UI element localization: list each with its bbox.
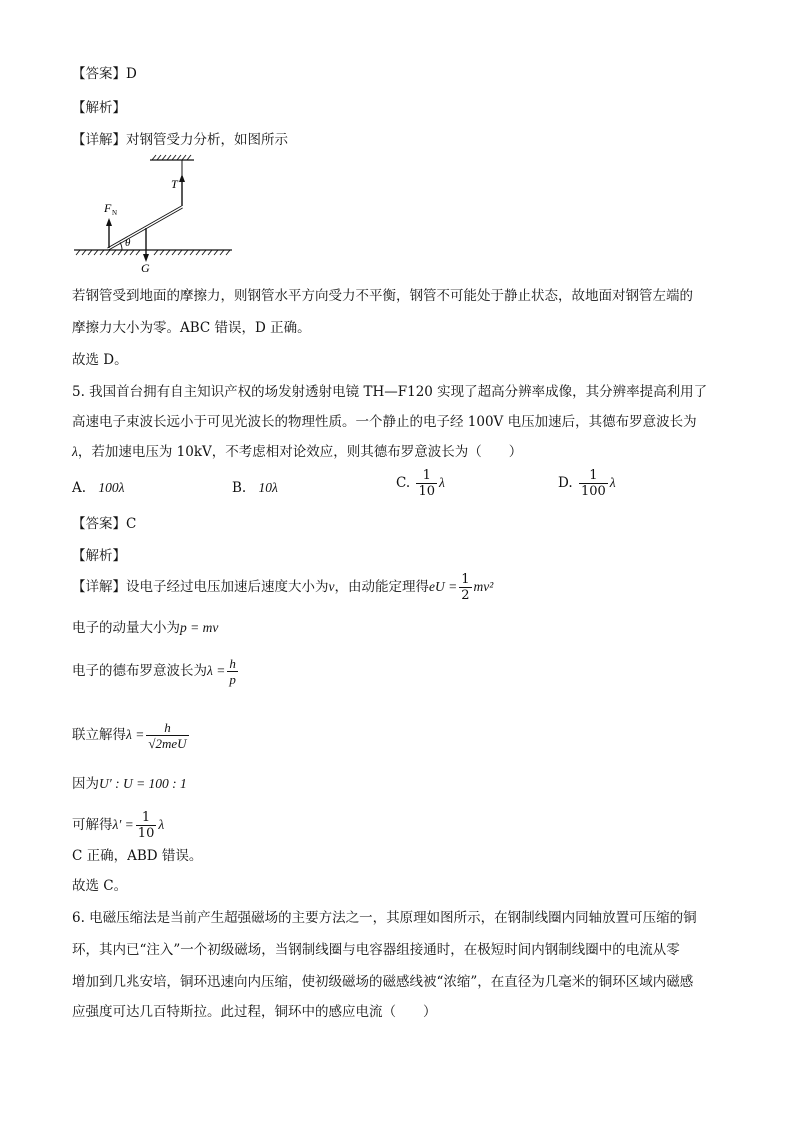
normal-force-arrowhead bbox=[106, 218, 112, 226]
q5-stem-line2: 高速电子束波长远小于可见光波长的物理性质。一个静止的电子经 100V 电压加速后，其德布罗意波长为 bbox=[72, 414, 697, 430]
option-c-label: C. bbox=[396, 475, 411, 491]
option-a-label: A. bbox=[72, 480, 87, 496]
detail-tag: 【详解】 bbox=[72, 132, 126, 148]
angle-arc bbox=[120, 243, 122, 251]
q4-reason-line2: 摩擦力大小为零。ABC 错误，D 正确。 bbox=[72, 320, 311, 336]
q5-detail-line5: 因为U′ : U = 100 : 1 bbox=[72, 776, 187, 792]
option-a[interactable] bbox=[72, 478, 124, 498]
q4-reason-line1: 若钢管受到地面的摩擦力，则钢管水平方向受力不平衡，钢管不可能处于静止状态，故地面对钢管左端的 bbox=[72, 288, 693, 304]
q5-detail-line6: 可解得λ′ = $\frac{1}{10}$ λ bbox=[72, 810, 165, 841]
h-over-sqrt-fraction: $\frac{h}{\text{√2meU}}$ bbox=[148, 720, 187, 751]
q4-detail-line bbox=[72, 130, 288, 150]
label-FN: F bbox=[104, 201, 112, 215]
label-FN-sub: N bbox=[112, 209, 118, 217]
q5-detail-line4: 联立解得λ = $\frac{h}{\text{√2meU}}$ bbox=[72, 720, 187, 751]
q5-answer-line bbox=[72, 514, 136, 534]
ceiling-hatch bbox=[152, 155, 191, 160]
answer-tag: 【答案】 bbox=[72, 516, 126, 532]
q6-stem-line3: 增加到几兆安培，铜环迅速向内压缩，使初级磁场的磁感线被“浓缩”，在直径为几毫米的铜环区域内磁感 bbox=[72, 974, 694, 990]
q6-stem-line2: 环，其内已“注入”一个初级磁场，当钢制线圈与电容器组接通时，在极短时间内钢制线圈中的电流从零 bbox=[72, 942, 680, 958]
label-G: G bbox=[141, 261, 150, 272]
tension-arrowhead bbox=[179, 174, 185, 182]
one-tenth-fraction: $\frac{1}{10}$ bbox=[137, 810, 155, 841]
q5-detail-line1: 【详解】设电子经过电压加速后速度大小为v，由动能定理得eU = $\frac{1}{2}$ mv² bbox=[72, 572, 494, 603]
lambda-symbol: λ bbox=[72, 444, 78, 459]
detail-intro: 对钢管受力分析，如图所示 bbox=[126, 132, 288, 148]
q5-conclusion: 故选 C。 bbox=[72, 878, 128, 894]
label-theta: θ bbox=[125, 237, 131, 249]
q5-analysis-tag: 【解析】 bbox=[72, 548, 126, 564]
answer-value: D bbox=[126, 66, 137, 82]
option-c-fraction: $\frac{1}{10}$ bbox=[418, 468, 435, 499]
half-fraction: $\frac{1}{2}$ bbox=[461, 572, 470, 603]
q5-detail-line3: 电子的德布罗意波长为λ = $\frac{h}{p}$ bbox=[72, 656, 236, 687]
option-b-label: B. bbox=[232, 480, 247, 496]
option-a-value: 100λ bbox=[98, 480, 125, 495]
q5-detail-line7: C 正确，ABD 错误。 bbox=[72, 848, 203, 864]
q4-conclusion: 故选 D。 bbox=[72, 352, 128, 368]
answer-tag: 【答案】 bbox=[72, 66, 126, 82]
q6-stem-line1: 6. 电磁压缩法是当前产生超强磁场的主要方法之一，其原理如图所示，在钢制线圈内同轴放置可压缩的铜 bbox=[72, 910, 697, 926]
q6-stem-line4: 应强度可达几百特斯拉。此过程，铜环中的感应电流（ ） bbox=[72, 1004, 437, 1020]
label-T: T bbox=[171, 177, 178, 191]
option-b[interactable] bbox=[232, 478, 278, 498]
detail-tag: 【详解】 bbox=[72, 579, 126, 595]
answer-value: C bbox=[126, 516, 137, 532]
option-d-label: D. bbox=[558, 475, 573, 491]
q5-detail-line2: 电子的动量大小为p = mv bbox=[72, 620, 219, 636]
q5-stem-line3-text: ，若加速电压为 10kV，不考虑相对论效应，则其德布罗意波长为（ ） bbox=[77, 444, 523, 460]
option-d-fraction: $\frac{1}{100}$ bbox=[580, 468, 606, 499]
option-b-value: 10λ bbox=[258, 480, 278, 495]
h-over-p-fraction: $\frac{h}{p}$ bbox=[229, 656, 236, 687]
q4-analysis-tag: 【解析】 bbox=[72, 100, 126, 116]
option-d[interactable]: D. $\frac{1}{100}$ λ bbox=[558, 468, 616, 499]
option-c[interactable]: C. $\frac{1}{10}$ λ bbox=[396, 468, 445, 499]
ground-hatch bbox=[76, 250, 230, 255]
q5-stem-line3 bbox=[72, 442, 522, 462]
q5-stem-line1: 5. 我国首台拥有自主知识产权的场发射透射电镜 TH—F120 实现了超高分辨率成像，其分辨率提高利用了 bbox=[72, 384, 708, 400]
force-diagram bbox=[70, 154, 240, 272]
q4-answer-line bbox=[72, 64, 137, 84]
